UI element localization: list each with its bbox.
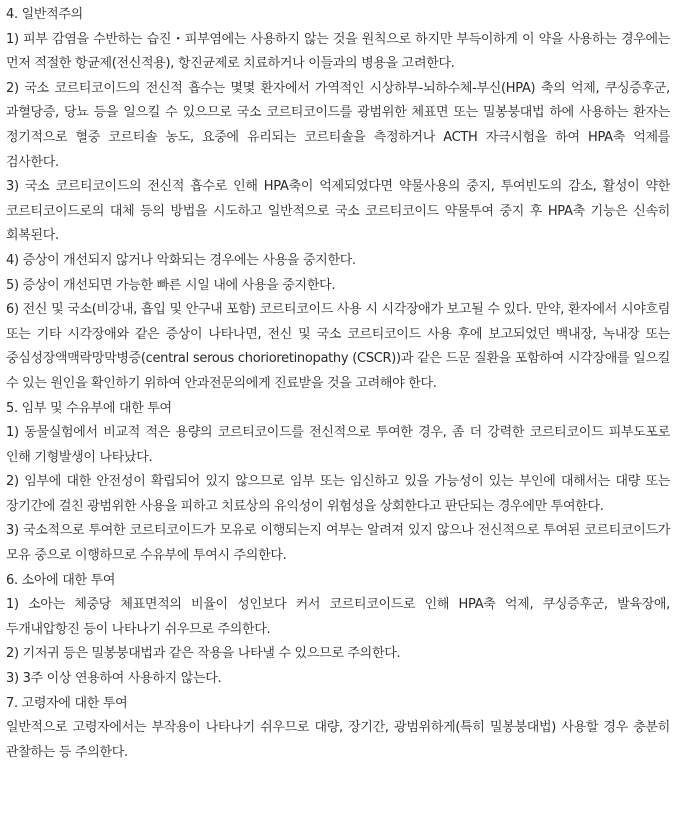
paragraph: 5) 증상이 개선되면 가능한 빠른 시일 내에 사용을 중지한다. [6,277,336,293]
paragraph: 2) 기저귀 등은 밀봉붕대법과 같은 작용을 나타낼 수 있으므로 주의한다. [6,646,401,662]
section-heading: 6. 소아에 대한 투여 [6,572,116,588]
paragraph: 6) 전신 및 국소(비강내, 흡입 및 안구내 포함) 코르티코이드 사용 시 시각장애가 보고될 수 있다. 만약, 환자에서 시야흐림 또는 기타 시각장애와 같은 증상이 나타나면, 전신 및 국소 코르티코이드 사용 후에 보고되었던 백내장, 녹내장 또는 중심성장액맥락망막병증(central serous chorioretinopathy (CSCR))과 같은 드문 질환을 포함하여 시각장애를 일으킬 수 있는 원인을 확인하기 위하여 안과전문의에게 진료받을 것을 고려해야 한다. [6,302,670,391]
paragraph: 3) 국소 코르티코이드의 전신적 흡수로 인해 HPA축이 억제되었다면 약물사용의 중지, 투여빈도의 감소, 활성이 약한 코르티코이드로의 대체 등의 방법을 시도하고 일반적으로 국소 코르티코이드 약물투여 중지 후 HPA축 기능은 신속히 회복된다. [6,179,670,244]
paragraph: 4) 증상이 개선되지 않거나 악화되는 경우에는 사용을 중지한다. [6,252,356,268]
paragraph: 2) 임부에 대한 안전성이 확립되어 있지 않으므로 임부 또는 임신하고 있을 가능성이 있는 부인에 대해서는 대량 또는 장기간에 걸친 광범위한 사용을 피하고 치료상의 유익성이 위험성을 상회한다고 판단되는 경우에만 투여한다. [6,474,670,514]
paragraph: 1) 피부 감염을 수반하는 습진・피부염에는 사용하지 않는 것을 원칙으로 하지만 부득이하게 이 약을 사용하는 경우에는 먼저 적절한 항균제(전신적용), 항진균제로 치료하거나 이들과의 병용을 고려한다. [6,31,670,72]
section-heading: 4. 일반적주의 [6,7,83,22]
paragraph: 3) 국소적으로 투여한 코르티코이드가 모유로 이행되는지 여부는 알려져 있지 않으나 전신적으로 투여된 코르티코이드가 모유 중으로 이행하므로 수유부에 투여시 주의한다. [6,523,670,564]
paragraph: 일반적으로 고령자에서는 부작용이 나타나기 쉬우므로 대량, 장기간, 광범위하게(특히 밀봉붕대법) 사용할 경우 충분히 관찰하는 등 주의한다. [6,720,670,760]
paragraph: 3) 3주 이상 연용하여 사용하지 않는다. [6,671,222,687]
paragraph: 1) 소아는 체중당 체표면적의 비율이 성인보다 커서 코르티코이드로 인해 HPA축 억제, 쿠싱증후군, 발육장애, 두개내압항진 등이 나타나기 쉬우므로 주의한다. [6,597,670,637]
paragraph: 2) 국소 코르티코이드의 전신적 흡수는 몇몇 환자에서 가역적인 시상하부-뇌하수체-부신(HPA) 축의 억제, 쿠싱증후군, 과혈당증, 당뇨 등을 일으킬 수 있으므로 국소 코르티코이드를 광범위한 체표면 또는 밀봉붕대법 하에 사용하는 환자는 정기적으로 혈중 코르티솔 농도, 요중에 유리되는 코르티솔을 측정하거나 ACTH 자극시험을 하여 HPA축 억제를 검사한다. [6,80,670,170]
section-heading: 7. 고령자에 대한 투여 [6,695,128,711]
section-heading: 5. 임부 및 수유부에 대한 투여 [6,400,172,416]
paragraph: 1) 동물실험에서 비교적 적은 용량의 코르티코이드를 전신적으로 투여한 경우, 좀 더 강력한 코르티코이드 피부도포로 인해 기형발생이 나타났다. [6,425,670,465]
